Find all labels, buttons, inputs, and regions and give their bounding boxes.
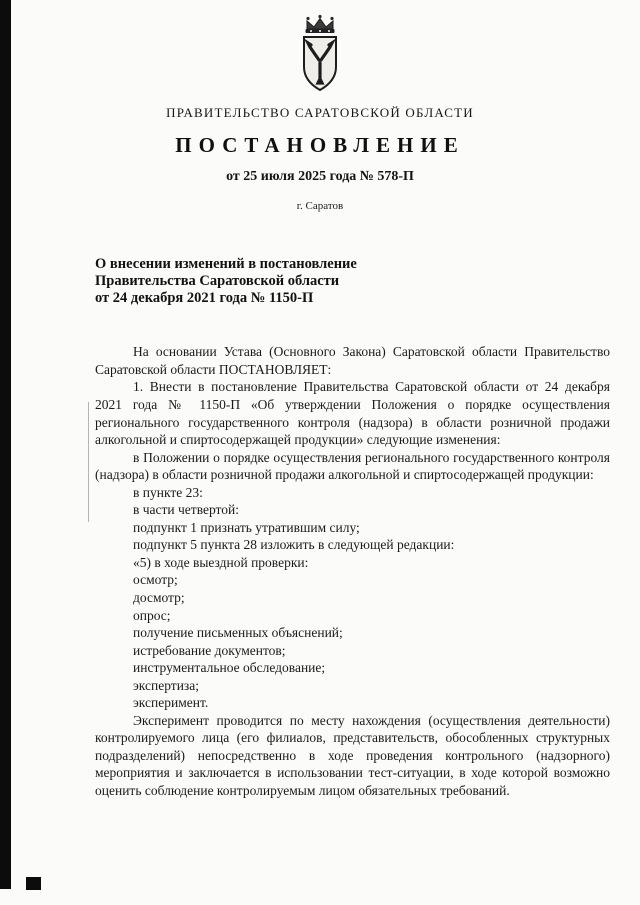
- list-item-explanations: получение письменных объяснений;: [133, 625, 343, 641]
- doc-title: [95, 256, 610, 307]
- doc-title-line-1: О внесении изменений в постановление: [95, 256, 357, 272]
- paragraph-item-1: 1. Внести в постановление Правительства Саратовской области от 24 декабря 2021 года № 1150-П «Об утверждении Положения о порядке осуществления регионального государственного контроля (надзора) в области розничной продажи алкогольной и спиртосодержащей продукции» следующие изменения:: [95, 379, 610, 448]
- saratov-coat-of-arms-icon: [299, 14, 341, 94]
- doc-title-line-2: Правительства Саратовской области: [95, 273, 340, 290]
- document-header: [0, 0, 640, 212]
- doc-title-line-3: от 24 декабря 2021 года № 1150-П: [95, 290, 314, 307]
- list-item-dosmotr: досмотр;: [133, 589, 185, 605]
- document-body: [95, 343, 610, 799]
- paragraph-subclause-1: подпункт 1 признать утратившим силу;: [133, 519, 360, 535]
- doc-type-heading: ПОСТАНОВЛЕНИЕ: [175, 133, 465, 157]
- org-name: ПРАВИТЕЛЬСТВО САРАТОВСКОЙ ОБЛАСТИ: [166, 105, 474, 120]
- list-item-experiment: эксперимент.: [133, 695, 209, 711]
- scan-artifact-fold-line: [88, 402, 89, 522]
- scan-artifact-left-bar: [0, 0, 11, 889]
- list-item-opros: опрос;: [133, 607, 171, 623]
- paragraph-experiment-desc: Эксперимент проводится по месту нахождения (осуществления деятельности) контролируемого лица (его филиалов, представительств, обособленных структурных подразделений) непосредственно в ходе проведения контрольного (надзорного) мероприятия и заключается в использовании тест-ситуации, в ходе которой возможно оценить соблюдение контролируемым лицом обязательных требований.: [95, 712, 610, 798]
- list-item-instrumental: инструментальное обследование;: [133, 660, 326, 676]
- paragraph-clause-23: в пункте 23:: [133, 484, 203, 500]
- list-item-osmotr: осмотр;: [133, 572, 178, 588]
- list-item-documents: истребование документов;: [133, 642, 286, 658]
- doc-city: г. Саратов: [296, 200, 344, 212]
- scan-artifact-corner-mark: [26, 877, 41, 890]
- paragraph-preamble: На основании Устава (Основного Закона) Саратовской области Правительство Саратовской области ПОСТАНОВЛЯЕТ:: [95, 344, 610, 377]
- paragraph-inspection-list: «5) в ходе выездной проверки:: [133, 554, 309, 570]
- paragraph-subclause-5: подпункт 5 пункта 28 изложить в следующей редакции:: [133, 537, 455, 553]
- list-item-expertise: экспертиза;: [133, 677, 199, 693]
- paragraph-regulation-ref: в Положении о порядке осуществления регионального государственного контроля (надзора) в области розничной продажи алкогольной и спиртосодержащей продукции:: [95, 449, 610, 483]
- paragraph-part-four: в части четвертой:: [133, 502, 240, 518]
- doc-date-number: от 25 июля 2025 года № 578-П: [226, 169, 414, 184]
